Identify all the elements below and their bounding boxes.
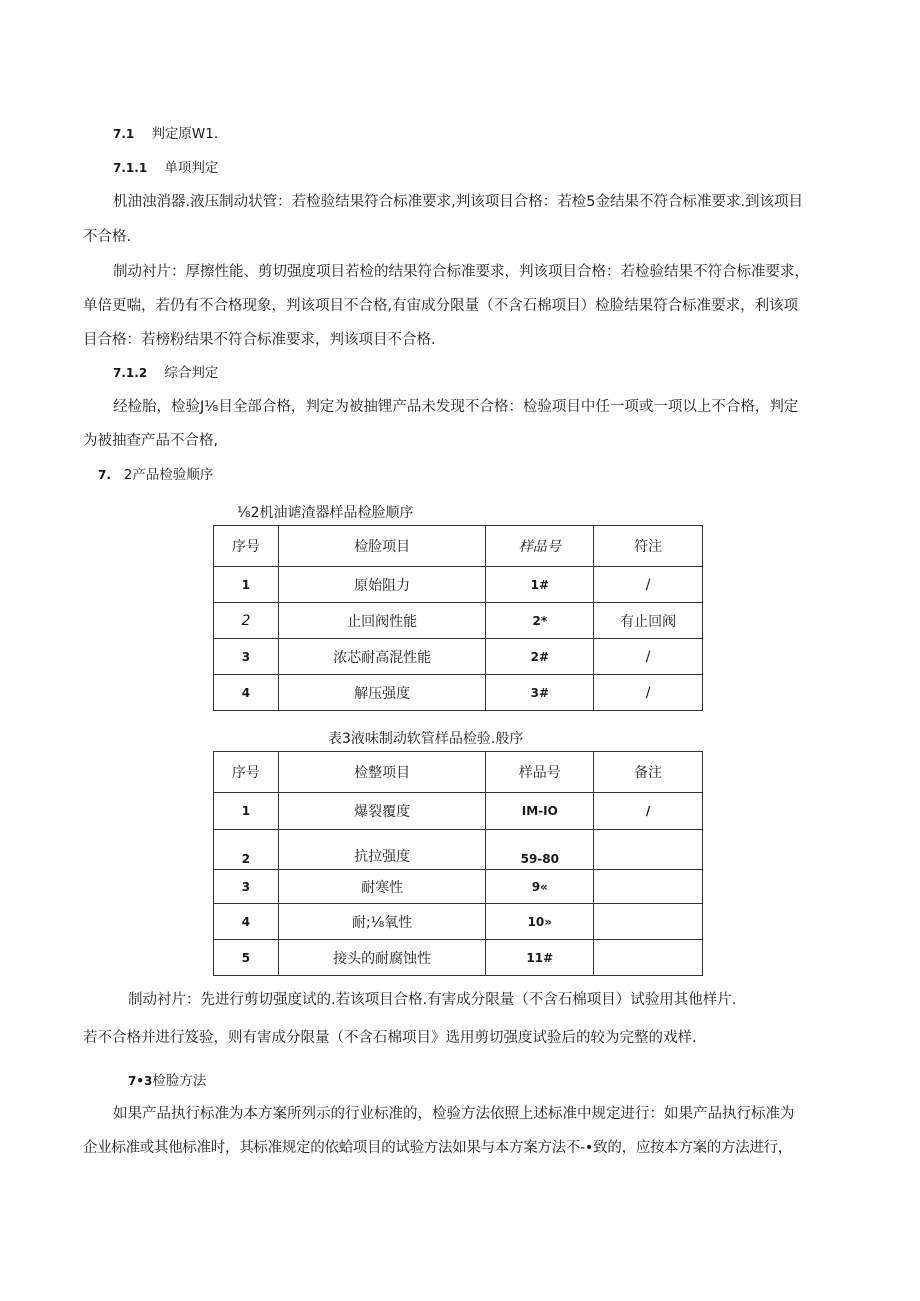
- table-cell: [594, 940, 703, 976]
- header-cell: 样品号: [486, 752, 594, 793]
- table-cell: 59-80: [486, 830, 594, 870]
- table-cell: 5: [214, 940, 279, 976]
- paragraph-4-line-2: 若不合格并进行笈验，则有害成分限量（不含石棉项目》选用剪切强度试验后的较为完整的戏样.: [83, 1030, 697, 1046]
- table-cell: 10»: [486, 904, 594, 940]
- paragraph-3-line-2: 为被抽查产品不合格,: [83, 433, 219, 449]
- heading-number: 7.: [98, 468, 111, 482]
- heading-number: 7.1.2: [113, 366, 148, 380]
- header-cell: 样品号: [486, 526, 594, 567]
- heading-7-3: [128, 1071, 206, 1091]
- heading-number: 7.1: [113, 127, 135, 141]
- table-cell: 爆裂覆度: [278, 793, 486, 830]
- table-cell: 9«: [486, 870, 594, 904]
- table-cell: 3#: [486, 675, 594, 711]
- table-row: [214, 675, 703, 711]
- paragraph-4-line-1: 制动衬片：先进行剪切强度试的.若该项目合格.有害成分限量（不含石棉项目）试验用其他样片.: [128, 992, 737, 1008]
- table-cell: /: [594, 793, 703, 830]
- table-cell: 2: [214, 603, 279, 639]
- table-cell: 2#: [486, 639, 594, 675]
- heading-title: 判定原W1.: [151, 126, 219, 142]
- table-3: [213, 751, 703, 976]
- paragraph-2-line-1: 制动衬片：厚擦性能、剪切强度项目若检的结果符合标准要求，判该项目合格：若检验结果不符合标准要求，: [113, 264, 809, 280]
- table-cell: 3: [214, 639, 279, 675]
- header-cell: 检脸项目: [278, 526, 486, 567]
- table-cell: 1: [214, 793, 279, 830]
- table-cell: /: [594, 567, 703, 603]
- table-cell: 3: [214, 870, 279, 904]
- table-cell: /: [594, 639, 703, 675]
- table-cell: IM-IO: [486, 793, 594, 830]
- table-cell: 抗拉强度: [278, 830, 486, 870]
- table-row: [214, 870, 703, 904]
- heading-title: 检脸方法: [152, 1073, 207, 1089]
- paragraph-5-line-1: 如果产品执行标准为本方案所列示的行业标准的，检验方法依照上述标准中规定进行：如果产品执行标准为: [113, 1106, 795, 1122]
- table-header-row: [214, 526, 703, 567]
- table-row: [214, 603, 703, 639]
- header-cell: 检整项目: [278, 752, 486, 793]
- table-3-caption: 表3液味制动软管样品检验.般序: [328, 731, 524, 747]
- table-cell: 1: [214, 567, 279, 603]
- table-header-row: [214, 752, 703, 793]
- paragraph-1-line-1: 机油浊消器.液压制动状管：若检验结果符合标准要求,判该项目合格：若检5金结果不符合标准要求.到该项目: [113, 194, 804, 210]
- table-row: [214, 940, 703, 976]
- paragraph-1-line-2: 不合格.: [83, 229, 132, 245]
- heading-7-2: [98, 465, 213, 485]
- table-cell: 耐寒性: [278, 870, 486, 904]
- table-row: [214, 793, 703, 830]
- table-row: [214, 904, 703, 940]
- table-cell: 止回阀性能: [278, 603, 486, 639]
- table-cell: [594, 830, 703, 870]
- heading-title: 综合判定: [164, 365, 219, 381]
- paragraph-5-line-2: 企业标准或其他标准时，其标准规定的依蛤项目的试验方法如果与本方案方法不-•致的，应按本方案的方法进行，: [83, 1140, 792, 1156]
- table-cell: /: [594, 675, 703, 711]
- table-cell: 耐;⅛氧性: [278, 904, 486, 940]
- table-row: [214, 567, 703, 603]
- header-cell: 序号: [214, 752, 279, 793]
- table-cell: 4: [214, 675, 279, 711]
- heading-title: 2产品检验顺序: [123, 467, 214, 483]
- table-2-caption: ⅛2机油谑渣器样品检脸顺序: [237, 505, 414, 521]
- table-cell: 浓芯耐高混性能: [278, 639, 486, 675]
- header-cell: 备注: [594, 752, 703, 793]
- table-2: [213, 525, 703, 711]
- header-cell: 符注: [594, 526, 703, 567]
- table-cell: 解压强度: [278, 675, 486, 711]
- header-cell: 序号: [214, 526, 279, 567]
- heading-title: 单项判定: [164, 160, 219, 176]
- table-cell: 有止回阀: [594, 603, 703, 639]
- paragraph-2-line-2: 单倍更喘，若仍有不合格现象，判该项目不合格,有宙成分限量（不含石棉项目）检脸结果符合标准要求，利该项: [83, 298, 799, 314]
- heading-7-1-1: [113, 158, 218, 178]
- table-cell: [594, 870, 703, 904]
- table-row: [214, 830, 703, 870]
- paragraph-3-line-1: 经检胎，检验J⅛目全部合格，判定为被抽锂产品未发现不合格：检验项目中任一项或一项以上不合格，判定: [113, 399, 799, 415]
- heading-number: 7•3: [128, 1074, 153, 1088]
- table-cell: 2*: [486, 603, 594, 639]
- table-cell: [594, 904, 703, 940]
- table-cell: 原始阻力: [278, 567, 486, 603]
- heading-7-1: [113, 124, 218, 144]
- table-cell: 2: [214, 830, 279, 870]
- heading-7-1-2: [113, 363, 218, 383]
- table-cell: 11#: [486, 940, 594, 976]
- table-cell: 1#: [486, 567, 594, 603]
- table-cell: 4: [214, 904, 279, 940]
- heading-number: 7.1.1: [113, 161, 148, 175]
- table-cell: 接头的耐腐蚀性: [278, 940, 486, 976]
- table-row: [214, 639, 703, 675]
- paragraph-2-line-3: 目合格：若榜粉结果不符合标准要求，判该项目不合格.: [83, 332, 436, 348]
